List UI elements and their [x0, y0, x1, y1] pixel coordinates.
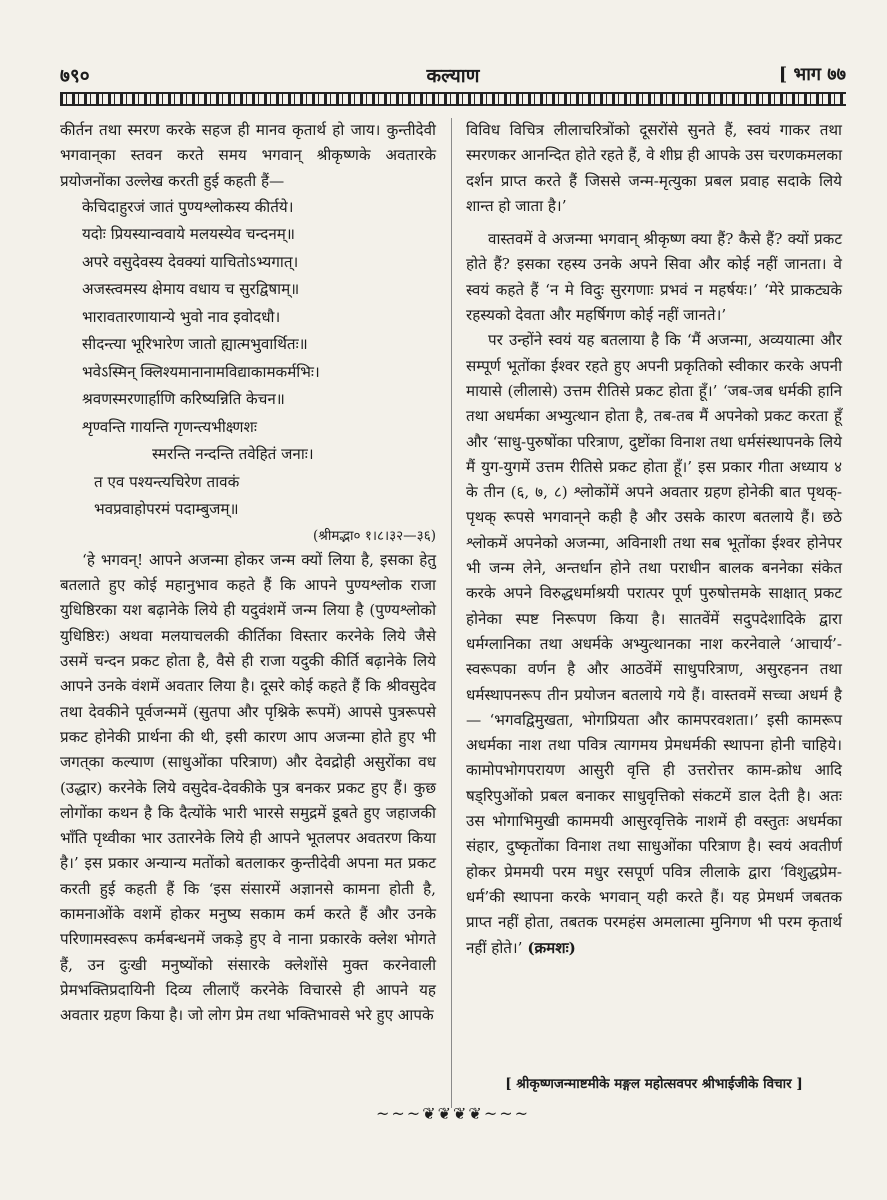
- decorative-border: [60, 92, 846, 106]
- verse-line: अजस्त्वमस्य क्षेमाय वधाय च सुरद्विषाम्॥: [82, 280, 300, 299]
- verse-line: भवप्रवाहोपरमं पदाम्बुजम्॥: [94, 500, 239, 519]
- sanskrit-verse: [60, 194, 436, 524]
- magazine-page: [60, 62, 846, 1192]
- verse-line: यदोः प्रियस्यान्ववाये मलयस्येव चन्दनम्॥: [82, 225, 295, 244]
- verse-line: अपरे वसुदेवस्य देवक्यां याचितोऽभ्यगात्।: [82, 252, 299, 271]
- verse-line: केचिदाहुरजं जातं पुण्यश्लोकस्य कीर्तये।: [82, 197, 294, 216]
- verse-citation: (श्रीमद्भा० १।८।३२—३६): [313, 527, 436, 544]
- left-column: [60, 118, 436, 1029]
- right-paragraph-3: [466, 328, 842, 960]
- verse-line: शृण्वन्ति गायन्ति गृणन्त्यभीक्ष्णशः: [82, 417, 257, 436]
- left-intro-paragraph: कीर्तन तथा स्मरण करके सहज ही मानव कृतार्थ हो जाय। कुन्तीदेवी भगवान्‌का स्तवन करते समय भगवान् श्रीकृष्णके अवतारके प्रयोजनोंका उल्लेख करती हुई कहती हैं—: [60, 121, 436, 190]
- verse-line: स्मरन्ति नन्दन्ति तवेहितं जनाः।: [152, 445, 314, 464]
- verse-line: त एव पश्यन्त्यचिरेण तावकं: [94, 472, 240, 491]
- article-source-note: [ श्रीकृष्णजन्माष्टमीके मङ्गल महोत्सवपर श्रीभाईजीके विचार ]: [505, 1076, 803, 1092]
- section-label: [ भाग ७७: [778, 64, 846, 85]
- text-columns: [60, 118, 846, 1118]
- right-paragraph-3-text: पर उन्होंने स्वयं यह बतलाया है कि ‘मैं अजन्मा, अव्ययात्मा और सम्पूर्ण भूतोंका ईश्वर रहते हुए अपनी प्रकृतिको स्वीकार करके अपनी मायासे (लीलासे) उत्तम रीतिसे प्रकट होता हूँ।’ ‘जब-जब धर्मकी हानि तथा अधर्मका अभ्युत्थान होता है, तब-तब मैं अपनेको प्रकट करता हूँ और ‘साधु-पुरुषोंका परित्राण, दुष्टोंका विनाश तथा धर्मसंस्थापनके लिये मैं युग-युगमें उत्तम रीतिसे प्रकट होता हूँ।’ इस प्रकार गीता अध्याय ४ के तीन (६, ७, ८) श्लोकोंमें अपने अवतार ग्रहण होनेकी बात पृथक्-पृथक् रूपसे भगवान्‌ने कही है और उसके कारण बतलाये हैं। छठे श्लोकमें अपनेको अजन्मा, अविनाशी तथा सब भूतोंका ईश्वर होनेपर भी जन्म लेने, अन्तर्धान होने तथा पराधीन बालक बननेका संकेत करके अपने विरुद्धधर्माश्रयी परात्पर पूर्ण पुरुषोत्तमके साक्षात् प्रकट होनेका स्पष्ट निरूपण किया है। सातवेंमें सदुपदेशादिके द्वारा धर्मग्लानिका तथा अधर्मके अभ्युत्थानका नाश करनेवाले ‘आचार्य’-स्वरूपका वर्णन है और आठवेंमें साधुपरित्राण, असुरहनन तथा धर्मस्थापनरूप तीन प्रयोजन बतलाये गये हैं। वास्तवमें सच्चा अधर्म है— ‘भगवद्विमुखता, भोगप्रियता और कामपरवशता।’ इसी कामरूप अधर्मका नाश तथा पवित्र त्यागमय प्रेमधर्मकी स्थापना होनी चाहिये। कामोपभोगपरायण आसुरी वृत्ति ही उत्तरोत्तर काम-क्रोध आदि षड्‌रिपुओंको प्रबल बनाकर साधुवृत्तिको संकटमें डाल देती है। अतः उस भोगाभिमुखी काममयी आसुरवृत्तिके नाशमें ही वस्तुतः अधर्मका संहार, दुष्कृतोंका विनाश तथा साधुओंका परित्राण है। स्वयं अवतीर्ण होकर प्रेममयी परम मधुर रसपूर्ण पवित्र लीलाके द्वारा ‘विशुद्धप्रेम-धर्म’की स्थापना करके भगवान् यही करते हैं। यह प्रेमधर्म जबतक प्राप्त नहीं होता, तबतक परमहंस अमलात्मा मुनिगण भी परम कृतार्थ नहीं होते।’: [466, 331, 842, 957]
- verse-line: सीदन्त्या भूरिभारेण जातो ह्यात्मभुवार्थितः॥: [82, 335, 308, 354]
- column-divider: [451, 118, 452, 1108]
- verse-line: श्रवणस्मरणार्हाणि करिष्यन्निति केचन॥: [82, 390, 285, 409]
- page-number: ७९०: [60, 65, 90, 87]
- right-paragraph-1: विविध विचित्र लीलाचरित्रोंको दूसरोंसे सुनते हैं, स्वयं गाकर तथा स्मरणकर आनन्दित होते रहते हैं, वे शीघ्र ही आपके उस चरणकमलका दर्शन प्राप्त करते हैं जिससे जन्म-मृत्युका प्रबल प्रवाह सदाके लिये शान्त हो जाता है।’: [466, 121, 842, 215]
- verse-line: भारावतारणायान्ये भुवो नाव इवोदधौ।: [82, 307, 281, 326]
- magazine-title: कल्याण: [426, 65, 480, 87]
- continued-marker: (क्रमशः): [527, 938, 576, 957]
- ornament-divider: ~~~❦❦❦❦~~~: [375, 1104, 531, 1123]
- right-paragraph-2: वास्तवमें वे अजन्मा भगवान् श्रीकृष्ण क्या हैं? कैसे हैं? क्यों प्रकट होते हैं? इसका रहस्य उनके अपने सिवा और कोई नहीं जानता। वे स्वयं कहते हैं ‘न मे विदुः सुरगणाः प्रभवं न महर्षयः।’ ‘मेरे प्राकट्यके रहस्यको देवता और महर्षिगण कोई नहीं जानते।’: [466, 230, 842, 325]
- page-header: [60, 62, 846, 88]
- right-column: [466, 118, 842, 961]
- verse-line: भवेऽस्मिन् क्लिश्यमानानामविद्याकामकर्मभिः।: [82, 362, 320, 381]
- left-body-paragraph: ‘हे भगवन्! आपने अजन्मा होकर जन्म क्यों लिया है, इसका हेतु बतलाते हुए कोई महानुभाव कहते हैं कि आपने पुण्यश्लोक राजा युधिष्ठिरका यश बढ़ानेके लिये ही यदुवंशमें जन्म लिया है (पुण्यश्लोको युधिष्ठिरः) अथवा मलयाचलकी कीर्तिका विस्तार करनेके लिये जैसे उसमें चन्दन प्रकट होता है, वैसे ही राजा यदुकी कीर्ति बढ़ानेके लिये आपने उनके वंशमें अवतार लिया है। दूसरे कोई कहते हैं कि श्रीवसुदेव तथा देवकीने पूर्वजन्ममें (सुतपा और पृश्निके रूपमें) आपसे पुत्ररूपसे प्रकट होनेकी प्रार्थना की थी, इसी कारण आप अजन्मा होते हुए भी जगत्‌का कल्याण (साधुओंका परित्राण) और देवद्रोही असुरोंका वध (उद्धार) करनेके लिये वसुदेव-देवकीके पुत्र बनकर प्रकट हुए हैं। कुछ लोगोंका कथन है कि दैत्योंके भारी भारसे समुद्रमें डूबते हुए जहाजकी भाँति पृथ्वीका भार उतारनेके लिये ही आपने भूतलपर अवतरण किया है।’ इस प्रकार अन्यान्य मतोंको बतलाकर कुन्तीदेवी अपना मत प्रकट करती हुई कहती हैं कि ‘इस संसारमें अज्ञानसे कामना होती है, कामनाओंके वशमें होकर मनुष्य सकाम कर्म करते हैं और उनके परिणामस्वरूप कर्मबन्धनमें जकड़े हुए वे नाना प्रकारके क्लेश भोगते हैं, उन दुःखी मनुष्योंको संसारके क्लेशोंसे मुक्त करनेवाली प्रेमभक्तिप्रदायिनी दिव्य लीलाएँ करनेके विचारसे ही आपने यह अवतार ग्रहण किया है। जो लोग प्रेम तथा भक्तिभावसे भरे हुए आपके: [60, 550, 436, 1025]
